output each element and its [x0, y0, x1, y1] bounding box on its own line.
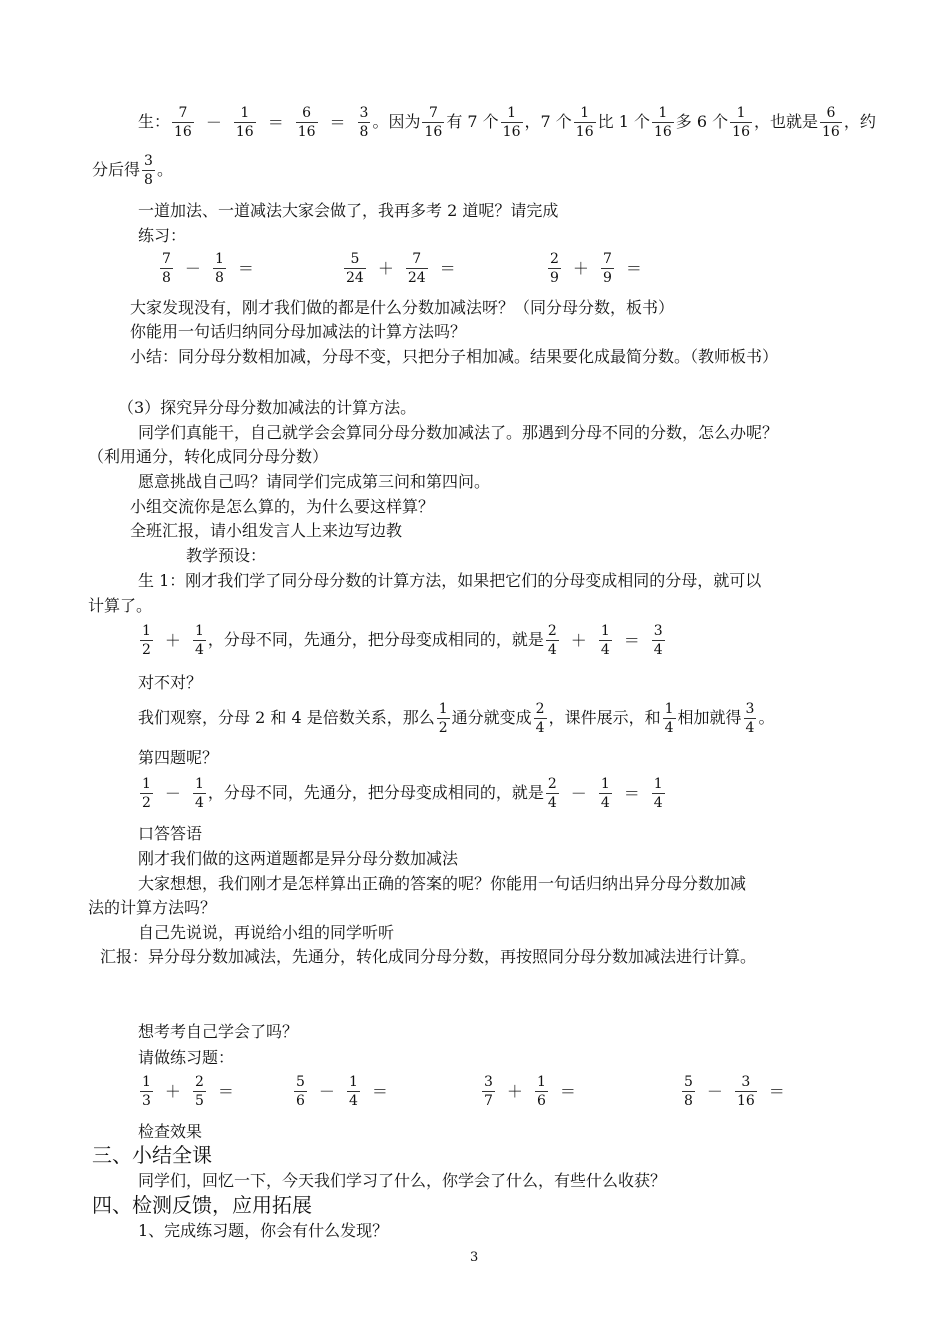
numerator: 3 [359, 105, 369, 121]
numerator: 1 [653, 776, 663, 792]
operator: ＝ [623, 630, 640, 650]
numerator: 6 [820, 104, 842, 123]
denominator: 4 [535, 720, 545, 736]
numerator: 1 [142, 776, 151, 792]
numerator: 1 [600, 623, 610, 639]
denominator: 9 [602, 270, 612, 286]
section-3-title: （3）探究异分母分数加减法的计算方法。 [118, 398, 417, 417]
text: 。 [758, 708, 775, 727]
denominator: 4 [547, 795, 557, 811]
practice-label: 练习： [138, 226, 187, 245]
fraction [546, 775, 559, 812]
text: ，也就是 [753, 112, 818, 131]
operator: － [706, 1081, 723, 1101]
fraction [599, 622, 612, 659]
denominator: 16 [174, 124, 192, 140]
section-heading-4: 四、检测反馈，应用拓展 [92, 1193, 312, 1217]
question-4: 第四题呢？ [138, 748, 219, 767]
found-paragraph: 大家发现没有，刚才我们做的都是什么分数加减法呀？（同分母分数，板书） [130, 298, 675, 317]
operator: － [164, 783, 181, 803]
numerator: 1 [438, 701, 448, 717]
operator: ＝ [267, 112, 284, 132]
numerator: 1 [214, 251, 224, 267]
numerator: 5 [296, 1074, 305, 1090]
fraction [652, 622, 665, 659]
denominator: 5 [194, 1093, 204, 1109]
fraction [234, 104, 256, 141]
fraction [534, 700, 547, 737]
denominator: 6 [536, 1093, 546, 1109]
operator: － [570, 783, 587, 803]
fraction [663, 700, 676, 737]
denominator: 4 [653, 642, 663, 658]
text: ，课件展示，和 [548, 708, 661, 727]
fraction [142, 152, 155, 189]
intro-paragraph: 一道加法、一道减法大家会做了，我再多考 2 道呢？请完成 [138, 201, 559, 220]
fraction [437, 700, 450, 737]
denominator: 16 [732, 124, 750, 140]
numerator: 7 [406, 250, 428, 269]
fraction [652, 775, 665, 812]
numerator: 7 [422, 104, 444, 123]
exercise-2 [342, 250, 466, 287]
numerator: 1 [194, 623, 204, 639]
denominator: 2 [142, 642, 151, 658]
operator: ＝ [371, 1081, 388, 1101]
fraction [422, 104, 444, 141]
denominator: 4 [653, 795, 663, 811]
denominator: 4 [664, 720, 674, 736]
text: 有 7 个 [446, 112, 499, 131]
numerator: 1 [536, 1074, 546, 1090]
think-paragraph-b: 法的计算方法吗？ [88, 898, 217, 917]
denominator: 3 [142, 1093, 151, 1109]
student1-paragraph-a: 生 1：刚才我们学了同分母分数的计算方法，如果把它们的分母变成相同的分母，就可以 [138, 571, 762, 590]
numerator: 2 [547, 623, 557, 639]
page-number: 3 [470, 1250, 479, 1265]
fraction [193, 622, 206, 659]
fraction [140, 622, 153, 659]
fraction [535, 1073, 548, 1110]
numerator: 7 [162, 251, 171, 267]
operator: ＝ [329, 112, 346, 132]
exercise-1 [158, 250, 264, 287]
denominator: 24 [407, 270, 426, 286]
line-2 [92, 152, 173, 189]
text: 。 [156, 160, 173, 179]
numerator: 2 [547, 776, 557, 792]
numerator: 1 [730, 104, 752, 123]
operator: ＝ [623, 783, 640, 803]
numerator: 3 [653, 623, 663, 639]
test-paragraph: 想考考自己学会了吗？ [138, 1022, 299, 1041]
oral-answer: 口答答语 [138, 824, 203, 843]
numerator: 1 [234, 104, 256, 123]
numerator: 3 [144, 153, 153, 169]
summarize-question: 你能用一句话归纳同分母加减法的计算方法吗？ [130, 322, 467, 341]
numerator: 1 [664, 701, 674, 717]
huibao-paragraph: 汇报：异分母分数加减法，先通分，转化成同分母分数，再按照同分母分数加减法进行计算。 [100, 947, 757, 966]
do-label: 请做练习题： [138, 1048, 235, 1067]
text: ，约 [843, 112, 876, 131]
fraction [599, 775, 612, 812]
right-question: 对不对？ [138, 673, 203, 692]
denominator: 16 [424, 124, 443, 140]
exercise-7 [680, 1073, 795, 1110]
operator: － [205, 112, 222, 132]
denominator: 16 [235, 124, 254, 140]
denominator: 4 [600, 795, 610, 811]
fraction [735, 1073, 757, 1110]
numerator: 7 [602, 251, 612, 267]
denominator: 2 [142, 795, 151, 811]
denominator: 16 [653, 124, 672, 140]
denominator: 8 [162, 270, 171, 286]
fraction [601, 250, 614, 287]
fraction [546, 622, 559, 659]
operator: － [318, 1081, 335, 1101]
numerator: 2 [550, 251, 559, 267]
text: 比 1 个 [597, 112, 650, 131]
operator: ＋ [164, 1081, 181, 1101]
student1-paragraph-b: 计算了。 [88, 596, 153, 615]
fraction [294, 1073, 307, 1110]
denominator: 6 [296, 1093, 305, 1109]
just-paragraph: 刚才我们做的这两道题都是异分母分数加减法 [138, 849, 459, 868]
numerator: 7 [172, 104, 194, 123]
challenge-paragraph: 愿意挑战自己吗？请同学们完成第三问和第四问。 [138, 472, 491, 491]
numerator: 1 [142, 623, 151, 639]
exercise-4 [138, 1073, 244, 1110]
denominator: 9 [550, 270, 559, 286]
report-paragraph: 全班汇报，请小组发言人上来边写边教 [130, 521, 403, 540]
fraction [574, 104, 596, 141]
denominator: 24 [346, 270, 364, 286]
denominator: 16 [297, 124, 316, 140]
fraction [213, 250, 226, 287]
fraction [358, 104, 371, 141]
fraction [193, 1073, 206, 1110]
numerator: 3 [745, 701, 755, 717]
denominator: 4 [547, 642, 557, 658]
fraction [406, 250, 428, 287]
fraction [820, 104, 842, 141]
line-1 [138, 104, 876, 141]
text: 通分就变成 [451, 708, 532, 727]
self-paragraph: 自己先说说，再说给小组的同学听听 [138, 923, 395, 942]
numerator: 1 [348, 1074, 358, 1090]
numerator: 2 [194, 1074, 204, 1090]
denominator: 16 [502, 124, 521, 140]
operator: ＋ [164, 630, 181, 650]
operator: ＋ [506, 1081, 523, 1101]
operator: － [184, 258, 201, 278]
numerator: 6 [296, 104, 318, 123]
operator: ＝ [217, 1081, 234, 1101]
fraction [548, 250, 561, 287]
numerator: 2 [535, 701, 545, 717]
numerator: 1 [194, 776, 204, 792]
fraction [501, 104, 523, 141]
text: ，分母不同，先通分，把分母变成相同的，就是 [207, 783, 544, 802]
numerator: 3 [484, 1074, 493, 1090]
item-1: 1、完成练习题，你会有什么发现？ [138, 1221, 389, 1240]
think-paragraph-a: 大家想想，我们刚才是怎样算出正确的答案的呢？你能用一句话归纳出异分母分数加减 [138, 874, 747, 893]
fraction [160, 250, 173, 287]
text: 分后得 [92, 160, 141, 179]
denominator: 8 [214, 270, 224, 286]
fraction [344, 250, 366, 287]
fraction [744, 700, 757, 737]
fraction [140, 775, 153, 812]
operator: ＝ [625, 258, 642, 278]
fraction [482, 1073, 495, 1110]
numerator: 5 [684, 1074, 693, 1090]
able-paragraph-b: （利用通分，转化成同分母分数） [88, 447, 329, 466]
fraction [347, 1073, 360, 1110]
operator: ＝ [768, 1081, 785, 1101]
numerator: 3 [735, 1073, 757, 1092]
recall-paragraph: 同学们，回忆一下，今天我们学习了什么，你学会了什么，有些什么收获？ [138, 1171, 667, 1190]
fraction [193, 775, 206, 812]
denominator: 4 [600, 642, 610, 658]
denominator: 8 [144, 172, 153, 188]
summary-paragraph: 小结：同分母分数相加减，分母不变，只把分子相加减。结果要化成最简分数。（教师板书） [130, 347, 779, 366]
section-heading-3: 三、小结全课 [92, 1143, 212, 1167]
operator: ＋ [572, 258, 589, 278]
fraction [730, 104, 752, 141]
text: 多 6 个 [675, 112, 729, 131]
group-paragraph: 小组交流你是怎么算的，为什么要这样算？ [130, 497, 435, 516]
numerator: 1 [142, 1074, 151, 1090]
text: 。因为 [372, 112, 421, 131]
exercise-5 [292, 1073, 398, 1110]
operator: ＝ [439, 258, 456, 278]
exercise-6 [480, 1073, 586, 1110]
denominator: 4 [348, 1093, 358, 1109]
numerator: 1 [652, 104, 674, 123]
text: ，7 个 [524, 112, 572, 131]
denominator: 16 [736, 1093, 755, 1109]
operator: ＝ [559, 1081, 576, 1101]
fraction [296, 104, 318, 141]
fraction [172, 104, 194, 141]
observation [138, 700, 774, 737]
denominator: 7 [484, 1093, 493, 1109]
calculation-1 [138, 622, 667, 659]
text: ，分母不同，先通分，把分母变成相同的，就是 [207, 630, 544, 649]
numerator: 5 [344, 250, 366, 269]
calculation-2 [138, 775, 667, 812]
denominator: 16 [575, 124, 594, 140]
numerator: 1 [501, 104, 523, 123]
numerator: 1 [600, 776, 610, 792]
text: 相加就得 [677, 708, 742, 727]
denominator: 4 [745, 720, 755, 736]
operator: ＋ [570, 630, 587, 650]
fraction [652, 104, 674, 141]
preset-label: 教学预设： [186, 546, 267, 565]
numerator: 1 [574, 104, 596, 123]
exercise-3 [546, 250, 652, 287]
fraction [682, 1073, 695, 1110]
operator: ＋ [377, 258, 394, 278]
denominator: 4 [194, 642, 204, 658]
denominator: 4 [194, 795, 204, 811]
denominator: 8 [684, 1093, 693, 1109]
student-label: 生： [138, 112, 171, 131]
check-label: 检查效果 [138, 1122, 203, 1141]
denominator: 8 [359, 124, 369, 140]
text: 我们观察，分母 2 和 4 是倍数关系，那么 [138, 708, 435, 727]
operator: ＝ [237, 258, 254, 278]
able-paragraph-a: 同学们真能干，自己就学会会算同分母分数加减法了。那遇到分母不同的分数，怎么办呢？ [138, 423, 779, 442]
denominator: 16 [822, 124, 840, 140]
fraction [140, 1073, 153, 1110]
denominator: 2 [438, 720, 448, 736]
